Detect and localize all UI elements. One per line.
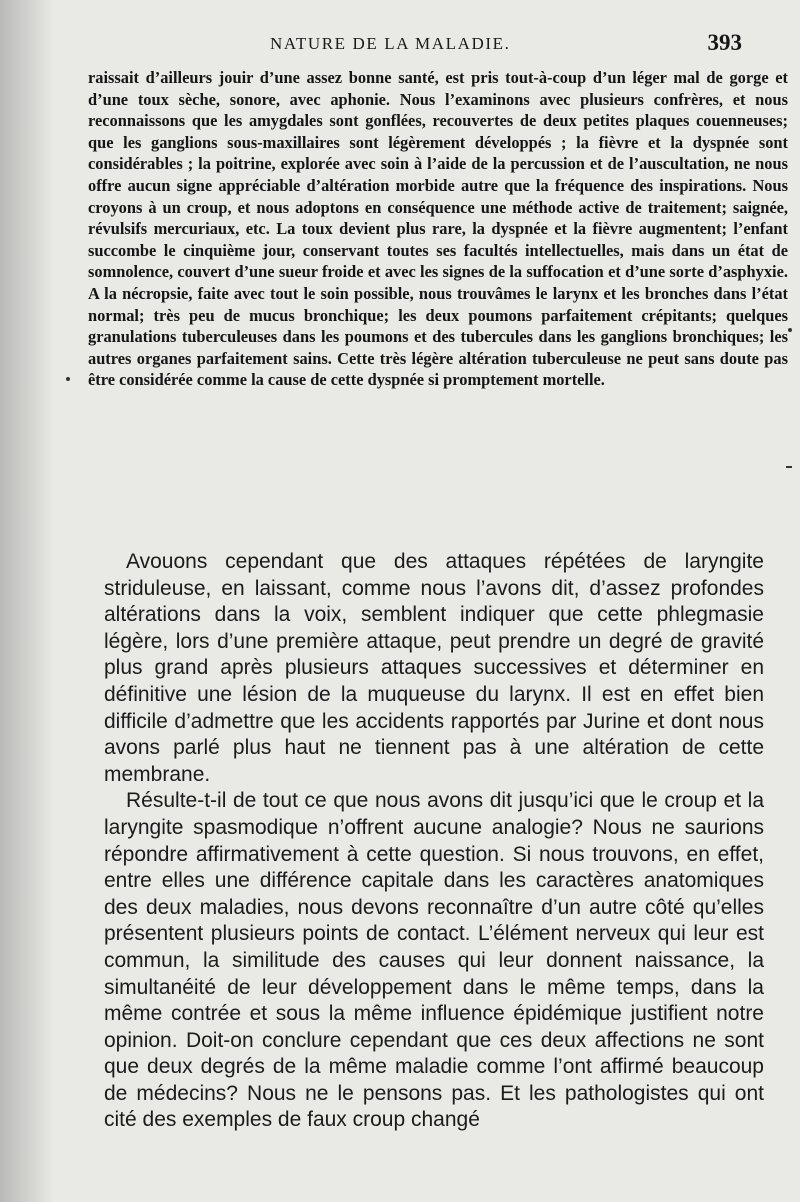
running-head: NATURE DE LA MALADIE. (270, 34, 511, 53)
page-header (270, 30, 742, 64)
margin-dot-mark (66, 377, 70, 381)
main-paragraph-1: Avouons cependant que des attaques répétées de laryngite striduleuse, en laissant, comme nous l’avons dit, d’assez profondes altérations dans la voix, semblent indiquer que cette phlegmasie légère, lors d’une première attaque, peut prendre un degré de gravité plus grand après plusieurs attaques successives et déterminer en définitive une lésion de la muqueuse du larynx. Il est en effet bien difficile d’admettre que les accidents rapportés par Jurine et dont nous avons parlé plus haut ne tiennent pas à une altération de cette membrane. (104, 550, 764, 786)
page-number: 393 (707, 30, 742, 55)
page-gutter-shadow (0, 0, 55, 1202)
margin-dot-mark (786, 466, 792, 468)
main-text-block (104, 549, 764, 1134)
case-observation-paragraph: raissait d’ailleurs jouir d’une assez bonne santé, est pris tout-à-coup d’un léger mal de gorge et d’une toux sèche, sonore, avec aphonie. Nous l’examinons avec plusieurs confrères, et nous reconnaissons que les amygdales sont gonflées, recouvertes de deux petites plaques couenneuses; que les ganglions sous-maxillaires sont légèrement développés ; la fièvre et la dyspnée sont considérables ; la poitrine, explorée avec soin à l’aide de la percussion et de l’auscultation, ne nous offre aucun signe appréciable d’altération morbide autre que la fréquence des inspirations. Nous croyons à un croup, et nous adoptons en conséquence une méthode active de traitement; saignée, révulsifs mercuriaux, etc. La toux devient plus rare, la dyspnée et la fièvre augmentent; l’enfant succombe le cinquième jour, conservant toutes ses facultés intellectuelles, mais dans un état de somnolence, couvert d’une sueur froide et avec les signes de la suffocation et d’une sorte d’asphyxie. A la nécropsie, faite avec tout le soin possible, nous trouvâmes le larynx et les bronches dans l’état normal; très peu de mucus bronchique; les deux poumons parfaitement crépitants; quelques granulations tuberculeuses dans les poumons et des tubercules dans les ganglions bronchiques; les autres organes parfaitement sains. Cette très légère altération tuberculeuse ne peut sans doute pas être considérée comme la cause de cette dyspnée si promptement mortelle. (88, 68, 788, 390)
margin-dot-mark (788, 328, 792, 332)
main-paragraph-2: Résulte-t-il de tout ce que nous avons dit jusqu’ici que le croup et la laryngite spasmodique n’offrent aucune analogie? Nous ne saurions répondre affirmativement à cette question. Si nous trouvons, en effet, entre elles une différence capitale dans les caractères anatomiques des deux maladies, nous devons reconnaître d’un autre côté qu’elles présentent plusieurs points de contact. L’élément nerveux qui leur est commun, la similitude des causes qui leur donnent naissance, la simultanéité de leur développement dans le même temps, dans la même contrée et sous la même influence épidémique justifient notre opinion. Doit-on conclure cependant que ces deux affections ne sont que deux degrés de la même maladie comme l’ont affirmé beaucoup de médecins? Nous ne le pensons pas. Et les pathologistes qui ont cité des exemples de faux croup changé (104, 789, 764, 1132)
case-observation-block (88, 67, 788, 391)
